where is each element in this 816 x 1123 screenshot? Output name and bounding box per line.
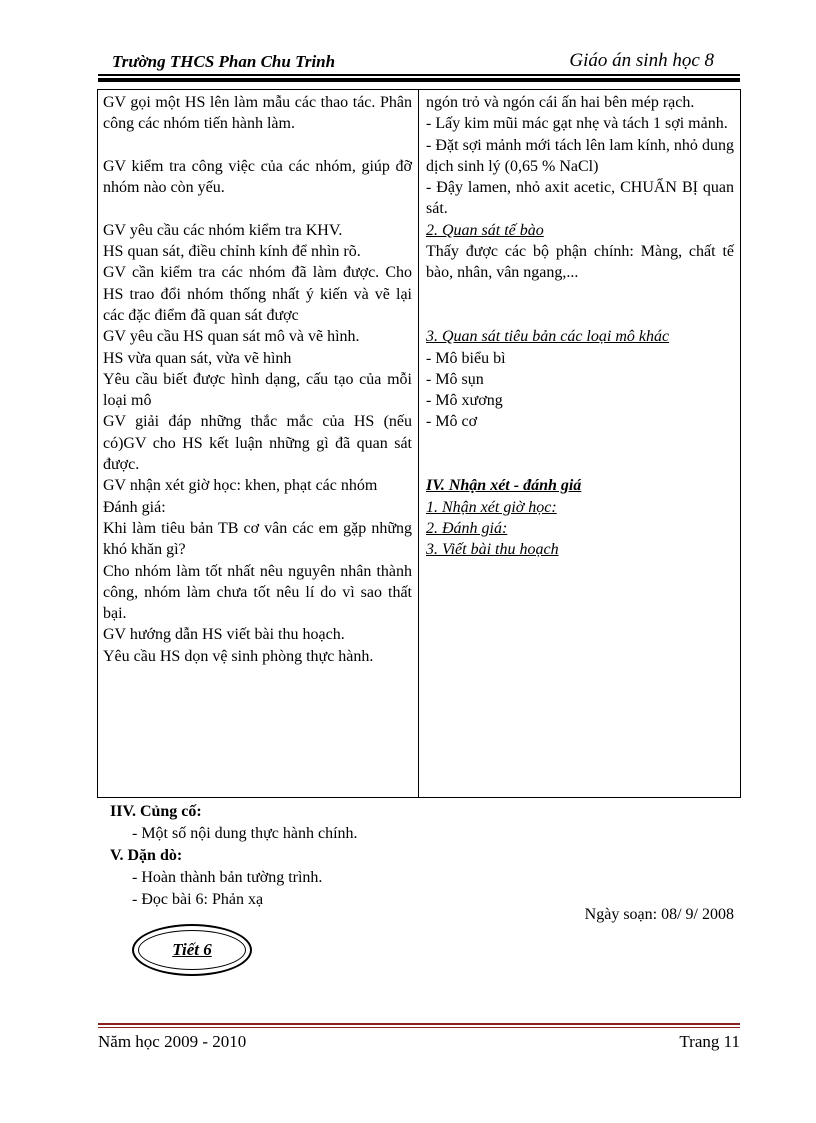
left-line: Yêu cầu biết được hình dạng, cấu tạo của mỗi loại mô xyxy=(103,370,412,410)
left-line: Cho nhóm làm tốt nhất nêu nguyên nhân thành công, nhóm làm chưa tốt nêu lí do vì sao thất bại. xyxy=(103,562,412,623)
consolidate-title: IIV. Củng cố: xyxy=(110,803,202,820)
right-line: ngón trỏ và ngón cái ấn hai bên mép rạch. xyxy=(426,94,695,111)
consolidate-item: - Một số nội dung thực hành chính. xyxy=(132,825,358,842)
subsection-heading: 3. Viết bài thu hoạch xyxy=(426,541,559,559)
subsection-heading: 2. Đánh giá: xyxy=(426,519,508,537)
lesson-badge xyxy=(132,924,252,976)
tissue-item: - Mô biểu bì xyxy=(426,349,506,367)
subject-title: Giáo án sinh học 8 xyxy=(569,50,714,71)
left-line: GV cần kiểm tra các nhóm đã làm được. Cho HS trao đổi nhóm thống nhất ý kiến và vẽ lại các đặc điểm đã quan sát được xyxy=(103,264,412,324)
tissue-item: - Mô cơ xyxy=(426,413,478,431)
homework-title: V. Dặn dò: xyxy=(110,847,183,864)
left-line: GV kiểm tra công việc của các nhóm, giúp đỡ nhóm nào còn yếu. xyxy=(103,157,412,197)
header-rule-thin xyxy=(98,74,740,76)
subsection-heading: 1. Nhận xét giờ học: xyxy=(426,498,557,516)
left-line: Yêu cầu HS dọn vệ sinh phòng thực hành. xyxy=(103,647,374,665)
footer-rule-bottom xyxy=(98,1027,740,1028)
page-number: Trang 11 xyxy=(679,1032,740,1051)
right-line: - Đặt sợi mảnh mới tách lên lam kính, nhỏ dung dịch sinh lý (0,65 % NaCl) xyxy=(426,136,734,175)
right-line: - Lấy kim mũi mác gạt nhẹ và tách 1 sợi mảnh. xyxy=(426,115,728,133)
closing-sections xyxy=(110,801,358,911)
tissue-item: - Mô sụn xyxy=(426,370,484,388)
left-line: Đánh giá: xyxy=(103,498,166,516)
right-line: Thấy được các bộ phận chính: Màng, chất tế bào, nhân, vân ngang,... xyxy=(426,243,734,282)
footer-rule-top xyxy=(98,1023,740,1025)
right-line: - Đậy lamen, nhỏ axit acetic, CHUẨN BỊ quan sát. xyxy=(426,179,734,218)
left-line: GV gọi một HS lên làm mẫu các thao tác. Phân công các nhóm tiến hành làm. xyxy=(103,94,412,133)
left-line: GV yêu cầu các nhóm kiểm tra KHV. xyxy=(103,221,343,239)
left-line: GV hướng dẫn HS viết bài thu hoạch. xyxy=(103,626,345,644)
homework-item: - Đọc bài 6: Phản xạ xyxy=(132,891,264,908)
school-name: Trường THCS Phan Chu Trinh xyxy=(112,52,336,71)
section-heading: IV. Nhận xét - đánh giá xyxy=(426,477,582,495)
left-line: GV giải đáp những thắc mắc của HS (nếu có)GV cho HS kết luận những gì đã quan sát được. xyxy=(103,413,412,474)
left-line: HS quan sát, điều chỉnh kính để nhìn rõ. xyxy=(103,243,361,261)
section-heading: 3. Quan sát tiêu bản các loại mô khác xyxy=(426,328,670,346)
prep-date: Ngày soạn: 08/ 9/ 2008 xyxy=(584,906,734,923)
left-line: GV nhận xét giờ học: khen, phạt các nhóm xyxy=(103,477,378,495)
lesson-table xyxy=(97,89,741,798)
section-heading: 2. Quan sát tế bào xyxy=(426,221,544,239)
teacher-activity-column xyxy=(103,92,412,667)
school-year: Năm học 2009 - 2010 xyxy=(98,1032,247,1051)
left-line: GV yêu cầu HS quan sát mô và vẽ hình. xyxy=(103,328,360,346)
homework-item: - Hoàn thành bản tường trình. xyxy=(132,869,323,886)
header-rule-thick xyxy=(98,78,740,82)
left-line: Khi làm tiêu bản TB cơ vân các em gặp những khó khăn gì? xyxy=(103,519,412,559)
column-divider xyxy=(418,90,419,797)
lesson-label: Tiết 6 xyxy=(172,940,212,959)
tissue-item: - Mô xương xyxy=(426,392,503,410)
left-line: HS vừa quan sát, vừa vẽ hình xyxy=(103,349,292,367)
content-column xyxy=(426,92,734,561)
